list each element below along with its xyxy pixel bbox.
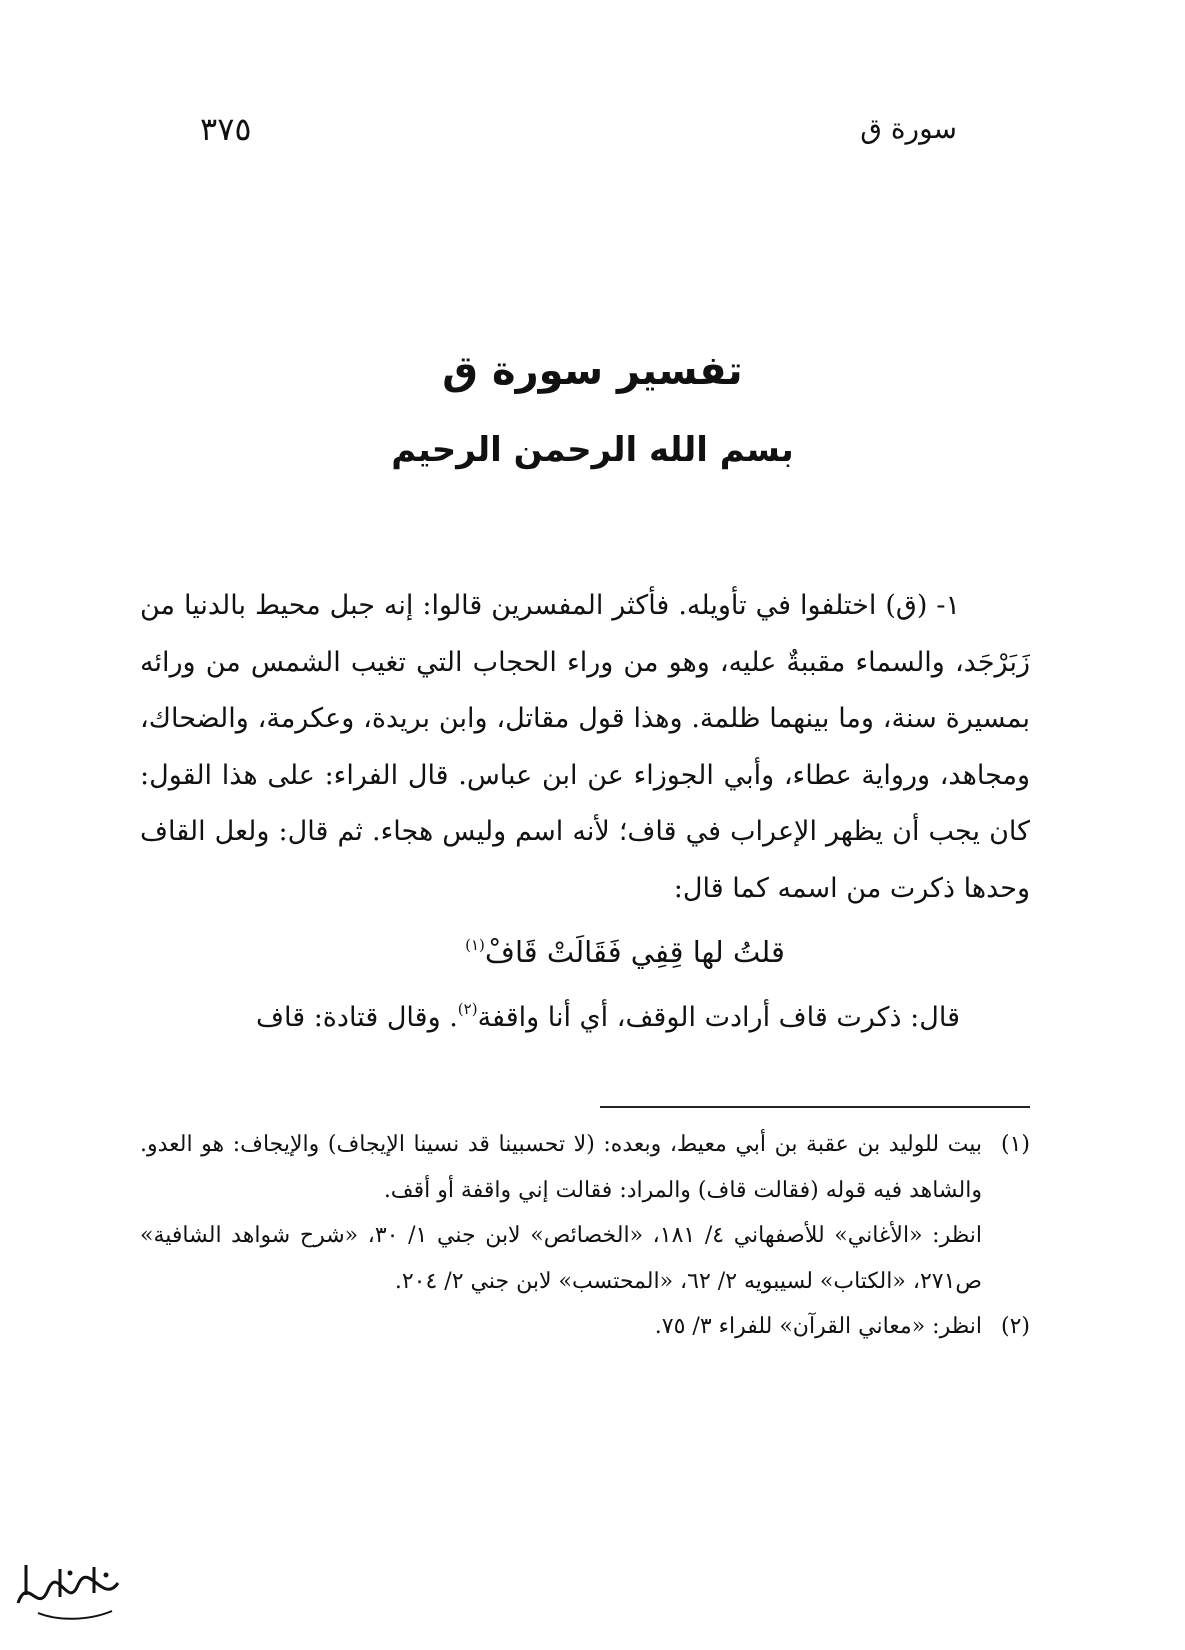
footnote-ref: (١) (465, 936, 485, 954)
poetry-verse (140, 917, 1030, 981)
footnote-text: بيت للوليد بن عقبة بن أبي معيط، وبعده: (لا تحسبينا قد نسينا الإيجاف) والإيجاف: هو العدو. والشاهد فيه قوله (فقالت قاف) والمراد: فقالت إني واقفة أو أقف. (140, 1132, 982, 1203)
page-number: ٣٧٥ (200, 110, 252, 148)
running-header-title: سورة ق (860, 112, 957, 145)
footnote-separator (600, 1106, 1030, 1108)
paragraph-text: قال: ذكرت قاف أرادت الوقف، أي أنا واقفة (477, 1001, 960, 1033)
paragraph (140, 981, 1030, 1047)
footnote-number: (١) (1000, 1132, 1030, 1157)
verse-text: قلتُ لها قِفِي فَقَالَتْ قَافْ (484, 935, 785, 969)
footnotes (140, 1122, 1030, 1350)
main-text (140, 578, 1030, 1046)
footnote-number: (٢) (1000, 1314, 1030, 1339)
footnote-ref: (٢) (457, 999, 478, 1018)
paragraph: ١- (ق) اختلفوا في تأويله. فأكثر المفسرين قالوا: إنه جبل محيط بالدنيا من زَبَرْجَد، والسماء مقببةٌ عليه، وهو من وراء الحجاب التي تغيب الشمس من ورائه بمسيرة سنة، وما بينهما ظلمة. وهذا قول مقاتل، وابن بريدة، وعكرمة، والضحاك، ومجاهد، ورواية عطاء، وأبي الجوزاء عن ابن عباس. قال الفراء: على هذا القول: كان يجب أن يظهر الإعراب في قاف؛ لأنه اسم وليس هجاء. ثم قال: ولعل القاف وحدها ذكرت من اسمه كما قال: (140, 590, 1030, 904)
calligraphy-logo-icon (8, 1555, 128, 1625)
footnote (140, 1304, 1030, 1350)
chapter-title: تفسير سورة ق (442, 348, 743, 394)
paragraph-text: . وقال قتادة: قاف (255, 1001, 458, 1033)
footnote (140, 1122, 1030, 1304)
footnote-text: انظر: «الأغاني» للأصفهاني ٤/ ١٨١، «الخصائص» لابن جني ١/ ٣٠، «شرح شواهد الشافية» ص٢٧١، «الكتاب» لسيبويه ٢/ ٦٢، «المحتسب» لابن جني ٢/ ٢٠٤. (140, 1223, 983, 1294)
footnote-body (140, 1304, 982, 1350)
basmala: بسم الله الرحمن الرحيم (391, 430, 794, 470)
footnote-body (140, 1122, 982, 1304)
footnote-text: انظر: «معاني القرآن» للفراء ٣/ ٧٥. (654, 1314, 982, 1339)
